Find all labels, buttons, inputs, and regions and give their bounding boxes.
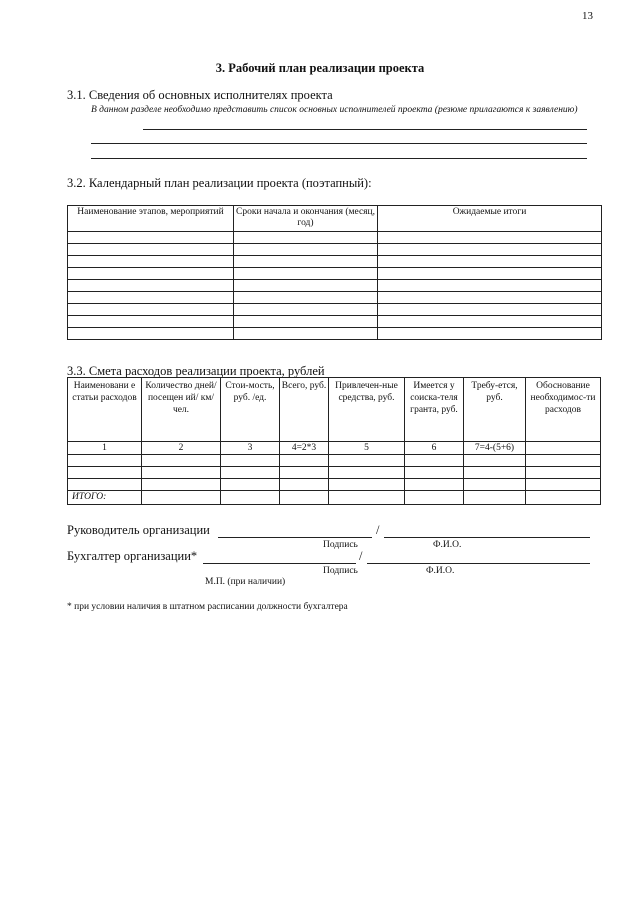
table-cell[interactable] (234, 304, 378, 316)
calendar-plan-table (67, 205, 602, 340)
table-cell[interactable] (405, 455, 464, 467)
accountant-signature-caption: Подпись (323, 566, 358, 576)
table-cell[interactable] (68, 328, 234, 340)
table-cell[interactable] (234, 328, 378, 340)
table-cell[interactable] (526, 479, 601, 491)
table-cell[interactable] (405, 479, 464, 491)
head-name-line[interactable] (384, 537, 590, 538)
table-header-row (68, 206, 602, 232)
table-row (68, 232, 602, 244)
table-cell[interactable] (526, 467, 601, 479)
section-3-1-heading: 3.1. Сведения об основных исполнителях проекта (67, 88, 333, 102)
table-cell[interactable] (234, 244, 378, 256)
table-cell[interactable] (378, 232, 602, 244)
table-cell[interactable] (221, 467, 280, 479)
table-cell[interactable] (68, 467, 142, 479)
table-row (68, 256, 602, 268)
accountant-name-caption: Ф.И.О. (426, 566, 455, 576)
column-header: Требу-ется, руб. (464, 378, 526, 442)
table-row (68, 455, 601, 467)
table-cell[interactable] (378, 256, 602, 268)
column-header: Привлечен-ные средства, руб. (329, 378, 405, 442)
table-cell[interactable] (221, 455, 280, 467)
section-3-1-note: В данном разделе необходимо представить список основных исполнителей проекта (резюме прилагаются к заявлению) (91, 105, 578, 115)
table-row (68, 304, 602, 316)
table-cell[interactable] (378, 280, 602, 292)
table-cell[interactable] (221, 479, 280, 491)
table-cell[interactable] (378, 292, 602, 304)
table-cell[interactable] (68, 280, 234, 292)
column-header: Ожидаемые итоги (378, 206, 602, 232)
column-number: 3 (221, 442, 280, 455)
column-number: 2 (142, 442, 221, 455)
column-number: 6 (405, 442, 464, 455)
table-cell[interactable] (405, 467, 464, 479)
column-number (526, 442, 601, 455)
stamp-caption: М.П. (при наличии) (205, 577, 286, 587)
table-row (68, 479, 601, 491)
table-cell[interactable] (68, 304, 234, 316)
table-cell[interactable] (329, 467, 405, 479)
column-number: 1 (68, 442, 142, 455)
table-cell[interactable] (378, 304, 602, 316)
table-row (68, 328, 602, 340)
table-cell[interactable] (526, 491, 601, 505)
table-cell[interactable] (142, 491, 221, 505)
table-cell[interactable] (68, 479, 142, 491)
footnote: * при условии наличия в штатном расписании должности бухгалтера (67, 602, 348, 612)
table-cell[interactable] (464, 467, 526, 479)
table-cell[interactable] (142, 467, 221, 479)
table-cell[interactable] (68, 316, 234, 328)
page-title: 3. Рабочий план реализации проекта (215, 61, 425, 75)
table-cell[interactable] (378, 316, 602, 328)
table-cell[interactable] (280, 455, 329, 467)
accountant-label: Бухгалтер организации* (67, 549, 198, 563)
table-cell[interactable] (68, 292, 234, 304)
table-cell[interactable] (68, 455, 142, 467)
column-header: Наименование этапов, мероприятий (68, 206, 234, 232)
table-row (68, 316, 602, 328)
table-header-row (68, 378, 601, 442)
section-3-3-heading: 3.3. Смета расходов реализации проекта, рублей (67, 364, 325, 378)
head-slash: / (376, 523, 380, 537)
table-cell[interactable] (280, 491, 329, 505)
table-cell[interactable] (329, 479, 405, 491)
budget-table (67, 377, 601, 505)
table-row (68, 280, 602, 292)
total-row (68, 491, 601, 505)
table-cell[interactable] (329, 491, 405, 505)
head-signature-line[interactable] (218, 537, 372, 538)
table-cell[interactable] (464, 491, 526, 505)
accountant-name-line[interactable] (367, 563, 590, 564)
column-header: Сроки начала и окончания (месяц, год) (234, 206, 378, 232)
table-cell[interactable] (142, 455, 221, 467)
table-cell[interactable] (234, 232, 378, 244)
table-cell[interactable] (329, 455, 405, 467)
table-cell[interactable] (280, 479, 329, 491)
executors-line-1[interactable] (143, 129, 587, 130)
column-header: Наименовани е статьи расходов (68, 378, 142, 442)
table-cell[interactable] (280, 467, 329, 479)
executors-line-3[interactable] (91, 158, 587, 159)
table-cell[interactable] (221, 491, 280, 505)
column-header: Всего, руб. (280, 378, 329, 442)
table-cell[interactable] (234, 268, 378, 280)
table-cell[interactable] (68, 268, 234, 280)
head-name-caption: Ф.И.О. (433, 540, 462, 550)
table-cell[interactable] (234, 256, 378, 268)
table-cell[interactable] (378, 328, 602, 340)
table-row (68, 292, 602, 304)
column-header: Обоснование необходимос-ти расходов (526, 378, 601, 442)
column-header: Стои-мость, руб. /ед. (221, 378, 280, 442)
table-cell[interactable] (526, 455, 601, 467)
page-number: 13 (582, 10, 593, 22)
table-cell[interactable] (68, 256, 234, 268)
total-label: ИТОГО: (68, 491, 142, 505)
table-cell[interactable] (464, 455, 526, 467)
table-cell[interactable] (464, 479, 526, 491)
column-number: 5 (329, 442, 405, 455)
table-cell[interactable] (142, 479, 221, 491)
head-signature-caption: Подпись (323, 540, 358, 550)
column-header: Количество дней/посещен ий/ км/чел. (142, 378, 221, 442)
table-cell[interactable] (234, 292, 378, 304)
column-number: 7=4-(5+6) (464, 442, 526, 455)
table-row (68, 268, 602, 280)
column-header: Имеется у соиска-теля гранта, руб. (405, 378, 464, 442)
accountant-slash: / (359, 549, 363, 563)
table-cell[interactable] (378, 268, 602, 280)
column-number: 4=2*3 (280, 442, 329, 455)
table-cell[interactable] (234, 316, 378, 328)
table-cell[interactable] (378, 244, 602, 256)
section-3-2-heading: 3.2. Календарный план реализации проекта (поэтапный): (67, 176, 372, 190)
executors-line-2[interactable] (91, 143, 587, 144)
head-of-organization-label: Руководитель организации (67, 523, 210, 537)
table-cell[interactable] (234, 280, 378, 292)
table-cell[interactable] (405, 491, 464, 505)
column-number-row (68, 442, 601, 455)
accountant-signature-line[interactable] (203, 563, 356, 564)
table-cell[interactable] (68, 232, 234, 244)
table-cell[interactable] (68, 244, 234, 256)
table-row (68, 467, 601, 479)
table-row (68, 244, 602, 256)
